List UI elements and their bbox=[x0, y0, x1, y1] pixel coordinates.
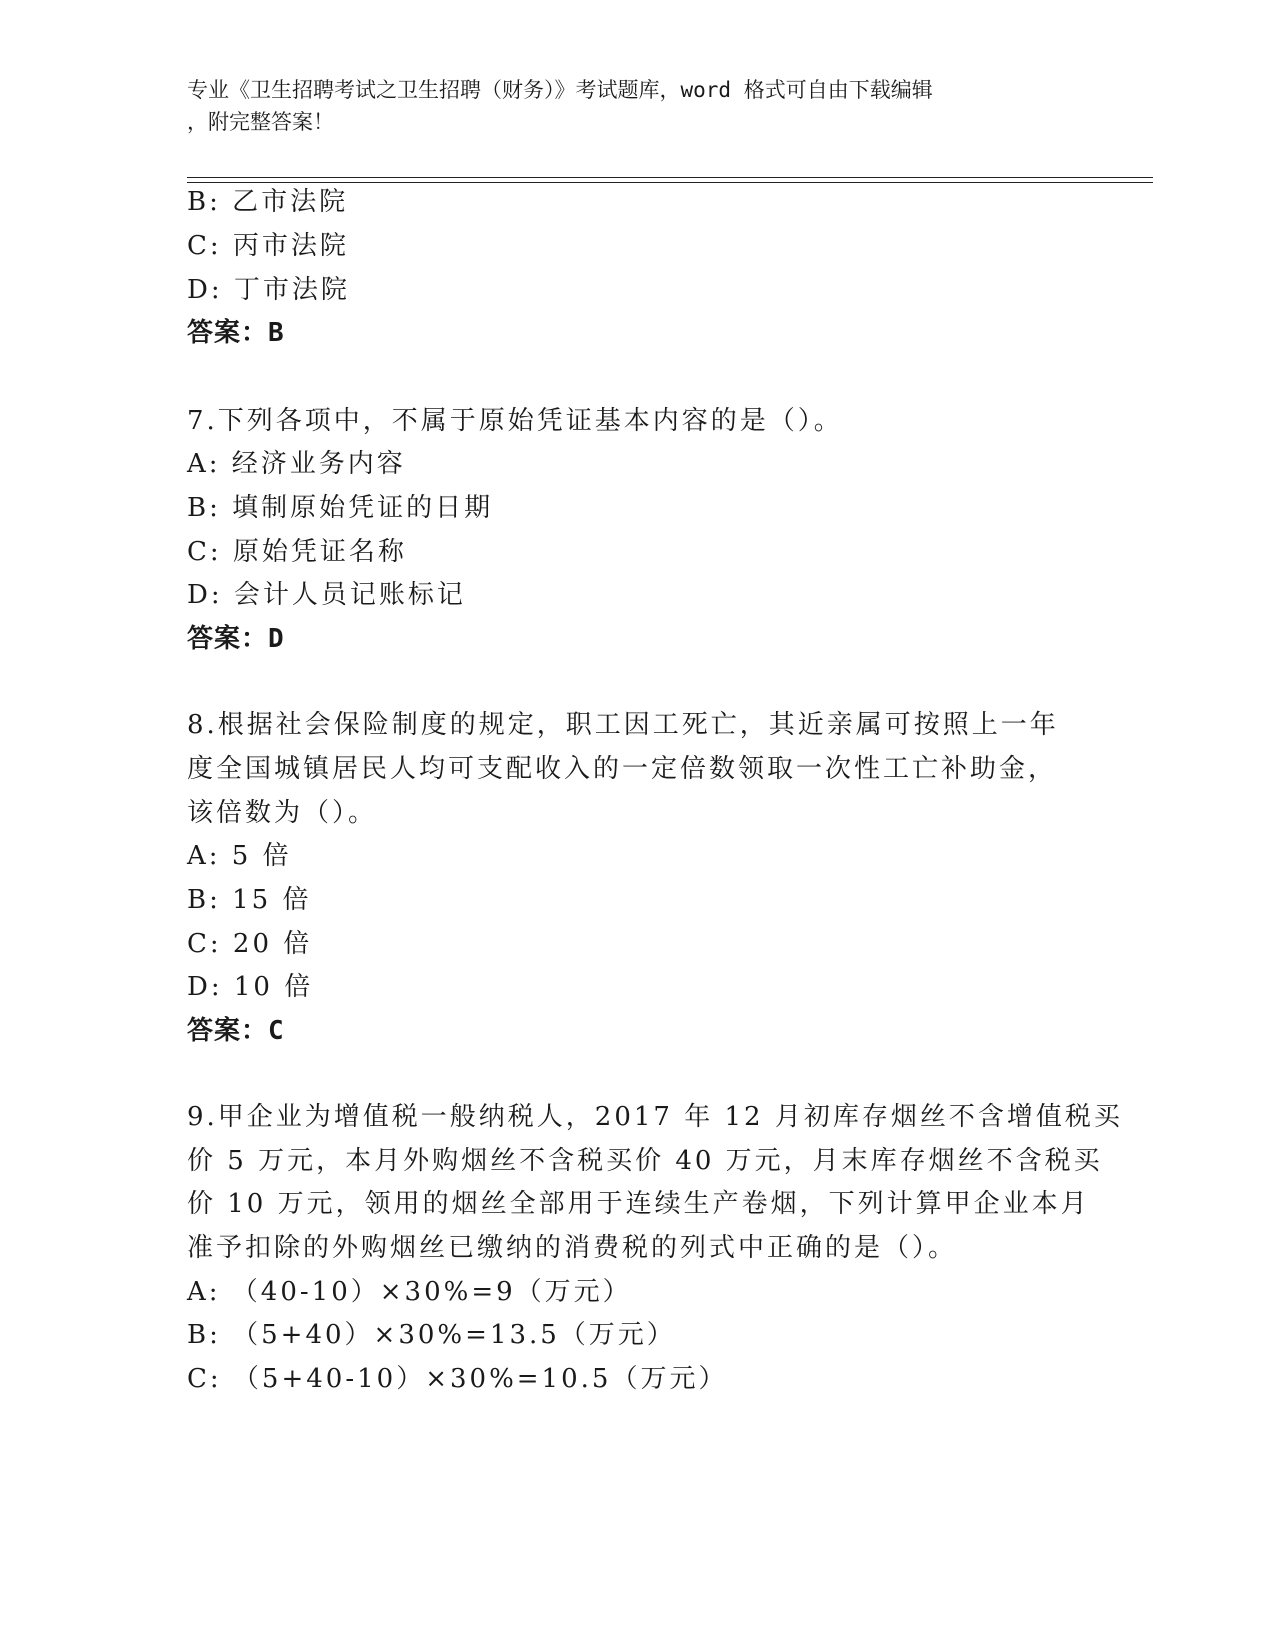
q9-stem-line-4: 准予扣除的外购烟丝已缴纳的消费税的列式中正确的是（）。 bbox=[187, 1233, 958, 1263]
q9-option-a: A: （40-10）×30%=9（万元） bbox=[187, 1277, 632, 1307]
q6-option-d: D: 丁市法院 bbox=[187, 275, 350, 305]
q7-answer: 答案：D bbox=[187, 624, 285, 654]
q7-option-a: A: 经济业务内容 bbox=[187, 449, 406, 479]
q9-stem-line-1: 9.甲企业为增值税一般纳税人，2017 年 12 月初库存烟丝不含增值税买 bbox=[187, 1102, 1123, 1132]
header-line-1: 专业《卫生招聘考试之卫生招聘（财务）》考试题库，word 格式可自由下载编辑 bbox=[187, 78, 933, 102]
q7-option-d: D: 会计人员记账标记 bbox=[187, 580, 466, 610]
q6-option-c: C: 丙市法院 bbox=[187, 231, 349, 261]
q8-stem-line-3: 该倍数为（）。 bbox=[187, 798, 378, 828]
q8-stem-line-2: 度全国城镇居民人均可支配收入的一定倍数领取一次性工亡补助金， bbox=[187, 754, 1058, 784]
document-header bbox=[187, 74, 1087, 138]
q7-option-c: C: 原始凭证名称 bbox=[187, 537, 407, 567]
q9-stem-line-2: 价 5 万元，本月外购烟丝不含税买价 40 万元，月末库存烟丝不含税买 bbox=[187, 1146, 1103, 1176]
q8-option-a: A: 5 倍 bbox=[187, 841, 292, 871]
q7-option-b: B: 填制原始凭证的日期 bbox=[187, 493, 494, 523]
q9-option-c: C: （5+40-10）×30%=10.5（万元） bbox=[187, 1364, 728, 1394]
q6-option-b: B: 乙市法院 bbox=[187, 187, 349, 217]
header-line-2: ，附完整答案！ bbox=[187, 110, 334, 134]
header-divider-bottom bbox=[187, 182, 1153, 183]
q8-option-d: D: 10 倍 bbox=[187, 972, 314, 1002]
q8-answer: 答案：C bbox=[187, 1016, 285, 1046]
q8-option-b: B: 15 倍 bbox=[187, 885, 312, 915]
q8-stem-line-1: 8.根据社会保险制度的规定，职工因工死亡，其近亲属可按照上一年 bbox=[187, 710, 1059, 740]
q7-stem: 7.下列各项中，不属于原始凭证基本内容的是（）。 bbox=[187, 406, 843, 436]
q8-option-c: C: 20 倍 bbox=[187, 929, 313, 959]
q9-stem-line-3: 价 10 万元，领用的烟丝全部用于连续生产卷烟，下列计算甲企业本月 bbox=[187, 1189, 1090, 1219]
q6-answer: 答案：B bbox=[187, 318, 285, 348]
header-divider-top bbox=[187, 177, 1153, 178]
q9-option-b: B: （5+40）×30%=13.5（万元） bbox=[187, 1320, 676, 1350]
